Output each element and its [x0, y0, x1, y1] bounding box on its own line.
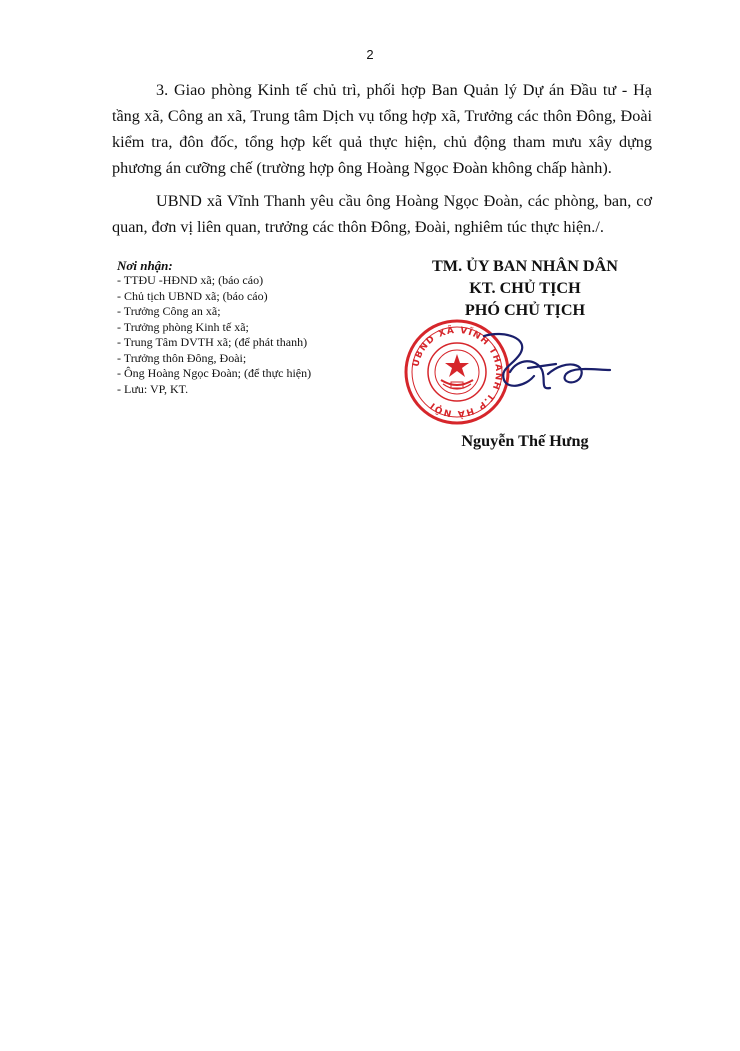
recipient-item: - Lưu: VP, KT.: [117, 381, 189, 396]
signer-name: Nguyễn Thế Hưng: [461, 432, 589, 450]
handwritten-signature-icon: [470, 328, 620, 398]
page-number: 2: [366, 47, 374, 62]
recipients-heading: Nơi nhận:: [117, 258, 173, 273]
seal-text: UBND XÃ VĨNH THANH T.P HÀ NỘI: [411, 325, 504, 419]
recipients-list: [117, 273, 407, 397]
recipient-item: - Ông Hoàng Ngọc Đoàn; (để thực hiện): [117, 366, 312, 380]
recipient-item: - Trưởng thôn Đông, Đoài;: [117, 350, 247, 365]
signature-title-line3: PHÓ CHỦ TỊCH: [464, 301, 586, 319]
signature-title-line2: KT. CHỦ TỊCH: [469, 279, 581, 297]
recipient-item: - Trưởng Công an xã;: [117, 304, 221, 318]
recipient-item: - Trưởng phòng Kinh tế xã;: [117, 319, 249, 334]
recipient-item: - TTĐU -HĐND xã; (báo cáo): [117, 273, 264, 287]
signature-block: [395, 255, 655, 321]
body-paragraph-request: UBND xã Vĩnh Thanh yêu cầu ông Hoàng Ngọc Đoàn, các phòng, ban, cơ quan, đơn vị liên quan, trưởng các thôn Đông, Đoài, nghiêm túc thực hiện./.: [112, 192, 652, 236]
recipient-item: - Trung Tâm DVTH xã; (để phát thanh): [117, 335, 308, 349]
recipients-block: [117, 258, 407, 397]
recipient-item: - Chủ tịch UBND xã; (báo cáo): [117, 288, 268, 303]
body-paragraph-assignment: 3. Giao phòng Kinh tế chủ trì, phối hợp Ban Quản lý Dự án Đầu tư - Hạ tầng xã, Công an xã, Trung tâm Dịch vụ tổng hợp xã, Trưởng các thôn Đông, Đoài kiểm tra, đôn đốc, tổng hợp kết quả thực hiện, chủ động tham mưu xây dựng phương án cưỡng chế (trường hợp ông Hoàng Ngọc Đoàn không chấp hành).: [112, 81, 652, 177]
signature-title-line1: TM. ỦY BAN NHÂN DÂN: [432, 257, 618, 275]
